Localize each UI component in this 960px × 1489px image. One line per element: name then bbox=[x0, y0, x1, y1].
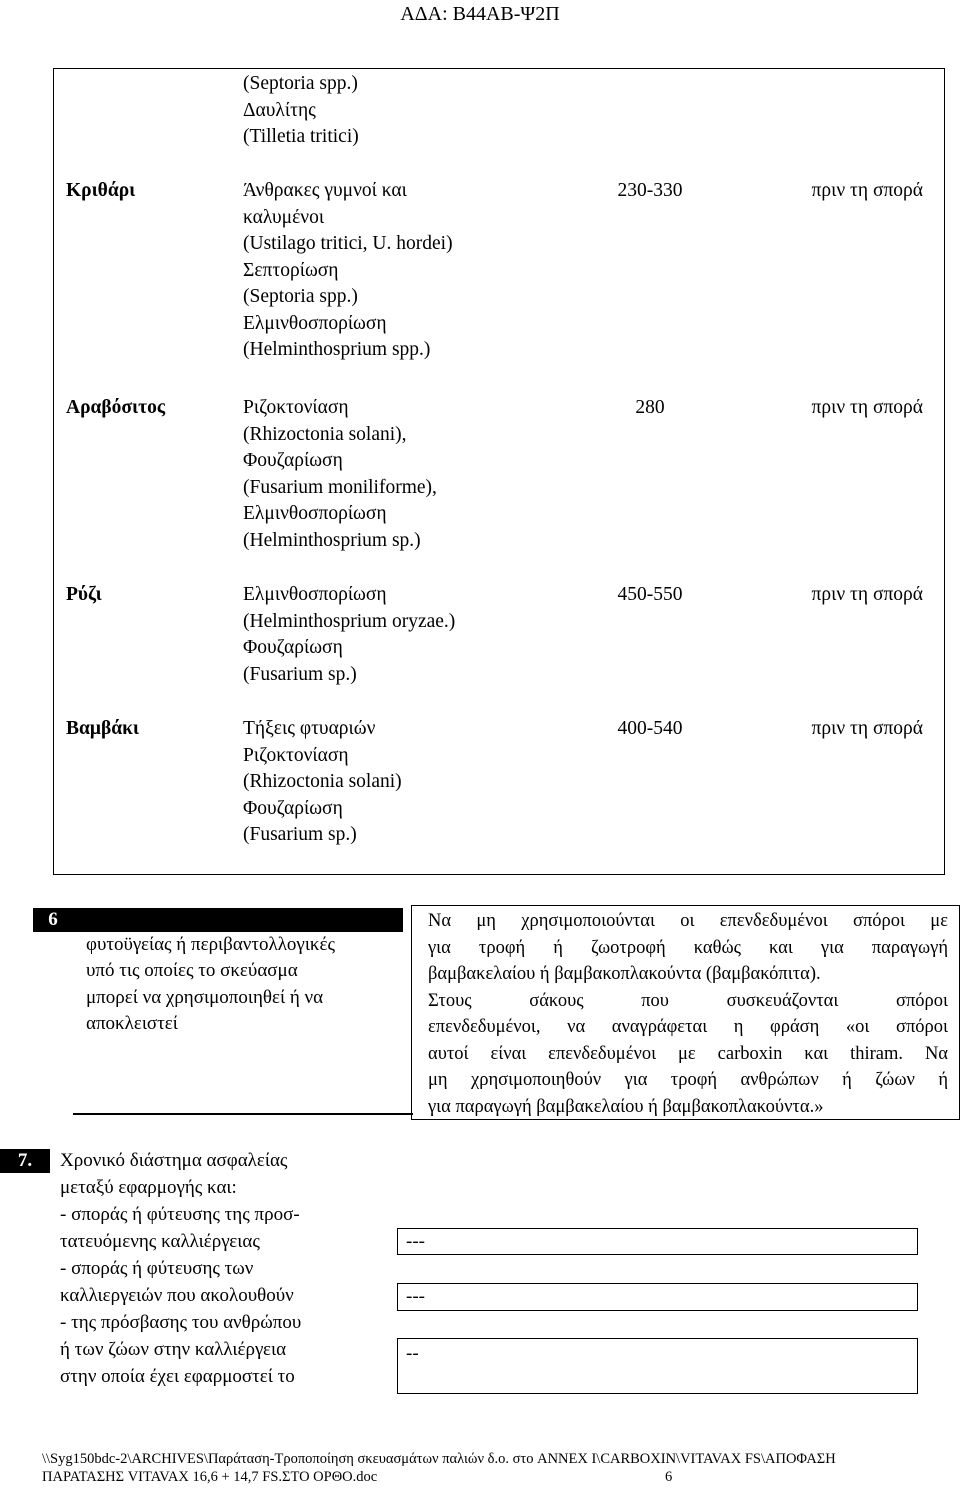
footer-path: \\Syg150bdc-2\ARCHIVES\Παράταση-Τροποποίηση σκευασμάτων παλιών δ.ο. στο ANNEX I\CARBOXIN\VITAVAX FS\ΑΠΟΦΑΣΗ ΠΑΡΑΤΑΣΗΣ VITAVAX 16,6 + 14,7 FS.ΣΤΟ ΟΡΘΟ.doc bbox=[42, 1451, 836, 1485]
table-row-4-dose: 400-540 bbox=[617, 718, 683, 739]
section-6-line-1: για τροφή ή ζωοτροφή καθώς και για παραγωγή bbox=[428, 937, 948, 958]
section-6-line-4: επενδεδυμένοι, να αναγράφεται η φράση «οι σπόροι bbox=[428, 1017, 948, 1037]
section-6-line-3: Στους σάκους που συσκευάζονται σπόροι bbox=[428, 990, 948, 1011]
table-row-3-timing: πριν τη σπορά bbox=[811, 584, 923, 605]
table-row-2-diseases: Ριζοκτονίαση (Rhizoctonia solani), Φουζαρίωση (Fusarium moniliforme), Ελμινθοσπορίωση (Helminthosprium sp.) bbox=[243, 397, 437, 551]
table-row-4-diseases: Τήξεις φτυαριών Ριζοκτονίαση (Rhizoctonia solani) Φουζαρίωση (Fusarium sp.) bbox=[243, 718, 402, 845]
section-6-text bbox=[428, 908, 948, 1120]
table-row-4-timing: πριν τη σπορά bbox=[811, 718, 923, 739]
section-7-label: Χρονικό διάστημα ασφαλείας μεταξύ εφαρμογής και: - σποράς ή φύτευσης της προσ- τατευόμενης καλλιέργειας - σποράς ή φύτευσης των καλλιεργειών που ακολουθούν - της πρόσβασης του ανθρώπου ή των ζώων στην καλλιέργεια στην οποία έχει εφαρμοστεί το bbox=[60, 1150, 302, 1387]
table-row-2-dose: 280 bbox=[635, 397, 665, 418]
section-7-number: 7. bbox=[0, 1149, 50, 1173]
table-row-1-dose: 230-330 bbox=[617, 180, 683, 201]
section-7-value-box-2 bbox=[397, 1338, 918, 1394]
table-row-3-diseases: Ελμινθοσπορίωση (Helminthosprium oryzae.) Φουζαρίωση (Fusarium sp.) bbox=[243, 584, 456, 685]
table-row-2-timing: πριν τη σπορά bbox=[811, 397, 923, 418]
section-6-line-5: αυτοί είναι επενδεδυμένοι με carboxin και thiram. Να bbox=[428, 1043, 948, 1064]
table-row-3-dose: 450-550 bbox=[617, 584, 683, 605]
section-7-value-0: --- bbox=[406, 1231, 425, 1252]
ada-header: ΑΔΑ: Β44ΑΒ-Ψ2Π bbox=[400, 3, 560, 25]
table-row-1-crop: Κριθάρι bbox=[66, 180, 136, 201]
table-row-3-crop: Ρύζι bbox=[66, 584, 102, 605]
section-7-value-box-1 bbox=[397, 1283, 918, 1311]
section-6-divider bbox=[73, 1113, 413, 1115]
section-6-line-6: μη χρησιμοποιηθούν για τροφή ανθρώπων ή ζώων ή bbox=[428, 1070, 948, 1090]
footer-page-number: 6 bbox=[665, 1469, 673, 1485]
section-7-value-1: --- bbox=[406, 1286, 425, 1307]
section-6-label: Ειδικές συνθήκες γεωργικές, φυτοϋγείας ή περιβαντολλογικές υπό τις οποίες το σκεύασμα μπορεί να χρησιμοποιηθεί ή να αποκλειστεί bbox=[86, 907, 336, 1034]
section-7-value-2: -- bbox=[406, 1343, 419, 1364]
section-6-box bbox=[411, 905, 960, 1120]
table-row-2-crop: Αραβόσιτος bbox=[66, 397, 166, 418]
section-6-line-7: για παραγωγή βαμβακελαίου ή βαμβακοπλακούντα.» bbox=[428, 1096, 824, 1117]
table-row-4-crop: Βαμβάκι bbox=[66, 718, 139, 739]
table-row-1-diseases: Άνθρακες γυμνοί και καλυμένοι (Ustilago tritici, U. hordei) Σεπτορίωση (Septoria spp.) Ελμινθοσπορίωση (Helminthosprium spp.) bbox=[243, 180, 453, 360]
section-7-value-box-0 bbox=[397, 1228, 918, 1255]
section-6-line-2: βαμβακελαίου ή βαμβακοπλακούντα (βαμβακόπιτα). bbox=[428, 964, 821, 984]
section-6-line-0: Να μη χρησιμοποιούνται οι επενδεδυμένοι σπόροι με bbox=[428, 911, 948, 931]
table-row-1-timing: πριν τη σπορά bbox=[811, 180, 923, 201]
section-6-number: 6 bbox=[33, 908, 73, 932]
table-row-0-diseases: (Septoria spp.) Δαυλίτης (Tilletia tritici) bbox=[243, 73, 359, 147]
